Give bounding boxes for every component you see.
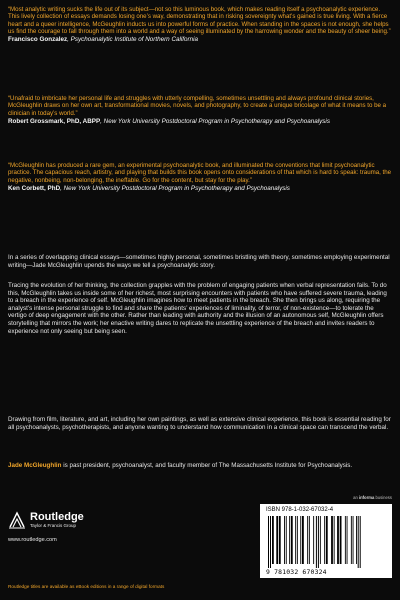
endorsement-grossmark <box>8 95 392 125</box>
barcode-bar <box>307 516 308 564</box>
barcode-bar <box>316 516 317 568</box>
barcode-digits: 9 781032 670324 <box>266 568 327 576</box>
publisher-logo <box>8 510 84 530</box>
endorsement-corbett <box>8 162 392 192</box>
barcode-bar <box>272 516 274 564</box>
endorsement-attribution <box>8 36 392 43</box>
ebook-availability-note: Routledge titles are available as eBook editions in a range of digital formats <box>8 584 165 589</box>
endorser-name: Robert Grossmark, PhD, ABPP <box>8 117 101 125</box>
barcode-bar <box>318 516 319 568</box>
barcode-bar <box>302 516 304 564</box>
barcode-bar <box>320 516 321 564</box>
barcode-bar <box>300 516 301 564</box>
barcode-bar <box>270 516 271 568</box>
barcode-bar <box>337 516 339 564</box>
barcode-bar <box>313 516 314 564</box>
description-paragraph-2: Tracing the evolution of her thinking, the collection grapples with the problem of engaging patients when verbal representation fails. To do this, McGleughlin takes us inside some of her richest, most surprising encounters with patients who have suffered severe trauma, leading to a breach in the experience of self. McGleughlin imagines how to meet patients in the breach. She then brings us along, requiring the analyst’s intense personal struggle to find and share the patients’ experiences of liminality, of terror, of non-existence—to tolerate the vertigo of deep engagement with the other. Rather than leading with authority and the illusion of an autonomous self, McGleughlin offers storytelling that mirrors the work; her enactive writing dares to replicate the unsettling experience of the breach and invites readers to experience not only seeing but being seen. <box>8 282 387 335</box>
author-name: Jade McGleughlin <box>8 462 62 469</box>
barcode-bar <box>334 516 335 564</box>
barcode-bar <box>353 516 354 564</box>
endorsement-attribution <box>8 185 392 192</box>
endorser-affiliation: , Psychoanalytic Institute of Northern California <box>67 36 199 44</box>
barcode-bar <box>279 516 281 564</box>
barcode-bar <box>345 516 346 564</box>
barcode-bar <box>340 516 342 564</box>
barcode-bar <box>356 516 357 564</box>
barcode-bar <box>276 516 278 564</box>
endorsement-attribution <box>8 118 392 125</box>
isbn-barcode <box>260 504 392 578</box>
isbn-label: ISBN 978-1-032-67032-4 <box>266 507 334 513</box>
publisher-url: www.routledge.com <box>8 537 57 543</box>
barcode-bar <box>295 516 296 564</box>
barcode-bar <box>324 516 325 564</box>
barcode-bar <box>351 516 352 564</box>
barcode-bar <box>268 516 269 568</box>
endorsement-text: “McGleughlin has produced a rare gem, an experimental psychoanalytic book, and illuminated the conventions that limit psychoanalytic practice. The capacious reach, artistry, and playing that builds this book opens onto considerations of that which is hard to speak: trauma, the negative, nonbeing, non-belonging, the ineffable. Go for the content, but stay for the play.” <box>8 162 392 184</box>
barcode-bar <box>326 516 328 564</box>
barcode-bar <box>291 516 293 564</box>
endorser-name: Francisco Gonzalez <box>8 36 68 44</box>
description-paragraph-3: Drawing from film, literature, and art, including her own paintings, as well as extensive clinical experience, this book is essential reading for all psychoanalysts, psychotherapists, and anyone wanting to understand how communication in a clinical space can transcend the verbal. <box>8 416 391 431</box>
barcode-bar <box>284 516 285 564</box>
barcode-bar <box>297 516 298 564</box>
author-bio <box>8 462 392 470</box>
barcode-bar <box>309 516 310 564</box>
barcode-bar <box>358 516 359 568</box>
description-paragraph-1: In a series of overlapping clinical essays—sometimes highly personal, sometimes bristling with theory, sometimes employing experimental writing—Jade McGleughlin upends the ways we tell a psychoanalytic story. <box>8 254 390 269</box>
endorsement-gonzalez <box>8 6 392 43</box>
barcode-bar <box>347 516 348 564</box>
informa-business-label: an informa business <box>353 495 392 500</box>
barcode-bars <box>266 516 386 568</box>
publisher-name: Routledge <box>30 510 84 523</box>
routledge-logo-icon <box>8 510 26 530</box>
barcode-bar <box>286 516 287 564</box>
barcode-bar <box>331 516 333 564</box>
author-bio-text: is past president, psychoanalyst, and faculty member of The Massachusetts Institute for Psychoanalysis. <box>61 462 353 469</box>
endorsement-text: “Most analytic writing sucks the life out of its subject—not so this luminous book, which makes reading itself a psychoanalytic experience. This lively collection of essays demands losing one’s way, demonstrating that in risking sovereignty what’s gained is true living. With a fierce heart and a queer intelligence, McGeughlin inducts us into powerful forms of practice. When standing in the spaces is not enough, she helps us find the courage to fall through them into a world and a way of seeing illuminated by the harrowing wonder and the beauty of sheer being.” <box>8 6 391 35</box>
endorser-affiliation: , New York University Postdoctoral Program in Psychotherapy and Psychoanalysis <box>100 117 330 125</box>
endorsement-text: “Unafraid to imbricate her personal life and struggles with utterly compelling, sometimes unsettling and always profound clinical stories, McGleughlin draws on her own art, transformational movies, novels, and photography, to create a unique bricolage of what it means to be a clinician in today’s world.” <box>8 95 387 117</box>
endorser-affiliation: , New York University Postdoctoral Program in Psychotherapy and Psychoanalysis <box>60 184 290 192</box>
endorser-name: Ken Corbett, PhD <box>8 184 61 192</box>
barcode-bar <box>289 516 290 564</box>
publisher-group: Taylor & Francis Group <box>30 522 77 528</box>
barcode-bar <box>360 516 361 568</box>
